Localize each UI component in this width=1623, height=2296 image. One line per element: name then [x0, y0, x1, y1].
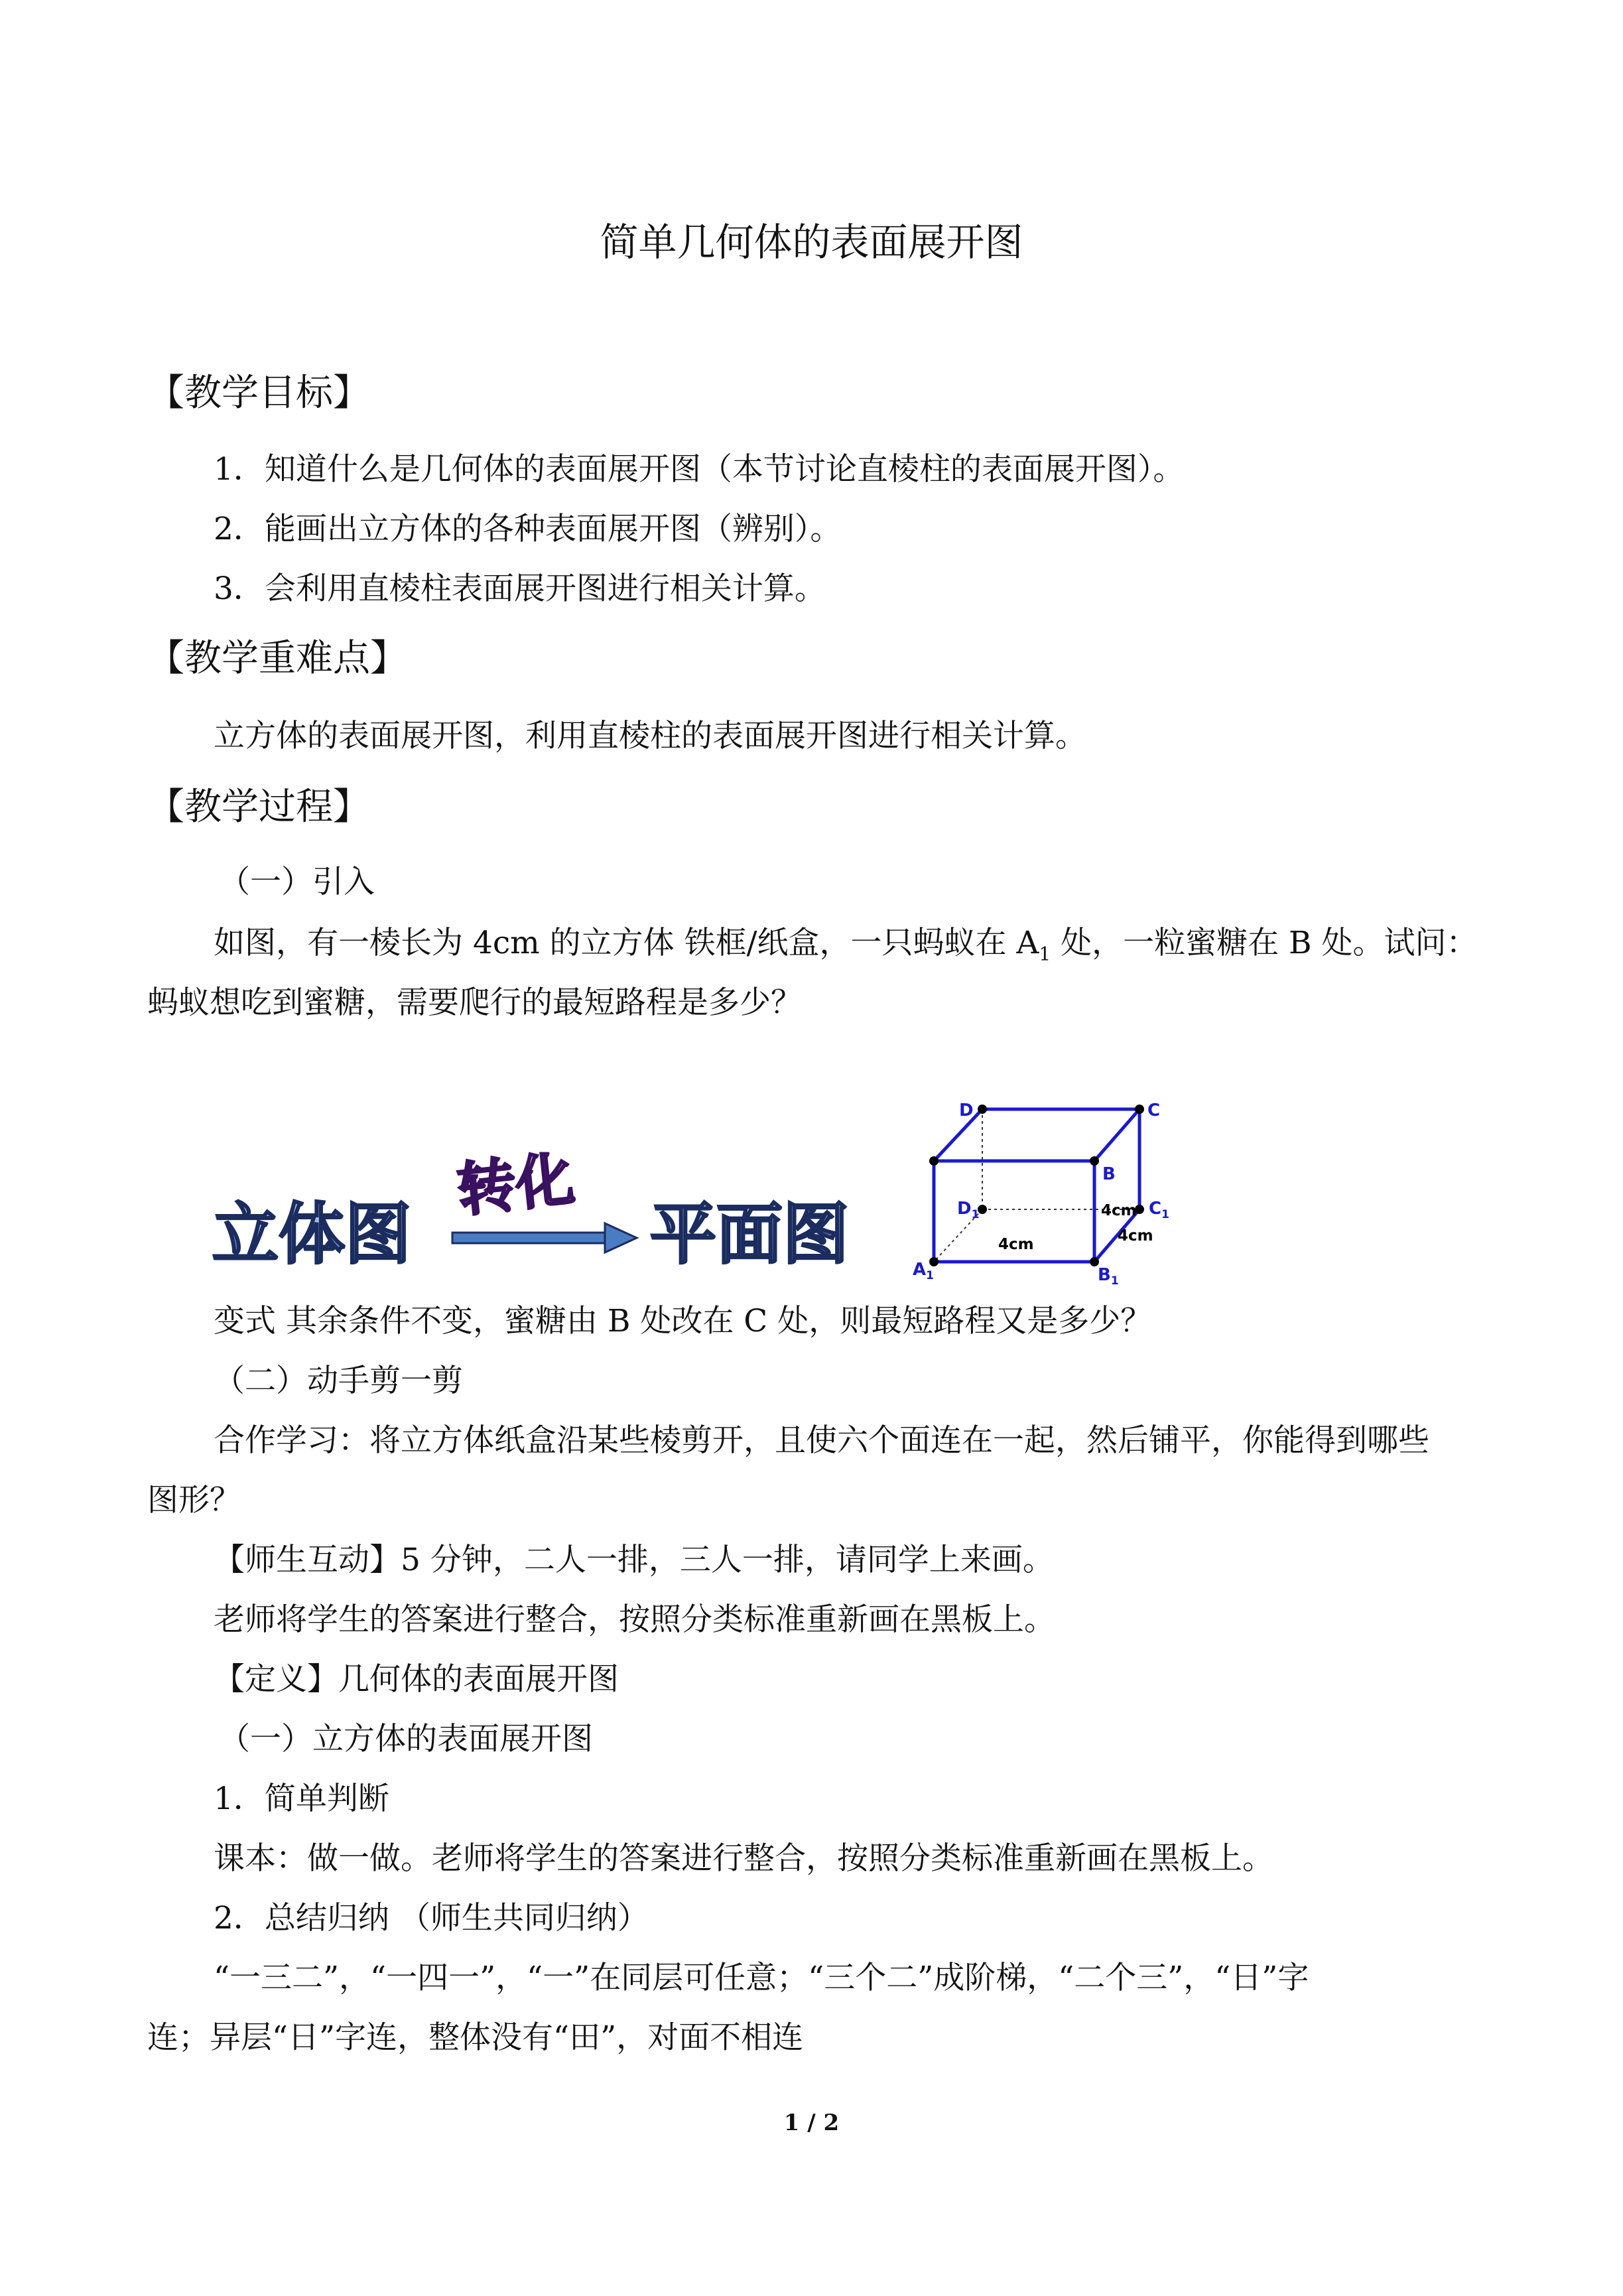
- vertex-label-D1: $D_1$: [957, 1199, 980, 1221]
- vertex-label-B1: $B_1$: [1098, 1265, 1119, 1287]
- coop-line1: 合作学习：将立方体纸盒沿某些棱剪开，且使六个面连在一起，然后铺平，你能得到哪些: [214, 1422, 1429, 1459]
- cube-net-heading: （一）立方体的表面展开图: [219, 1721, 593, 1757]
- vertex-label-C1: $C_1$: [1149, 1199, 1169, 1221]
- intro-question-line1: 如图，有一棱长为 4cm 的立方体 铁框/纸盒，一只蚂蚁在 $A_1$ 处，一粒蜜糖在 B 处。试问：: [214, 925, 1478, 965]
- cube-diagram: [934, 1109, 1139, 1262]
- teacher-text: 老师将学生的答案进行整合，按照分类标准重新画在黑板上。: [214, 1601, 1055, 1638]
- interaction-text: 【师生互动】5 分钟，二人一排，三人一排，请同学上来画。: [214, 1542, 1054, 1578]
- cube-hidden-edges: [934, 1109, 1139, 1262]
- section-heading-goals: 【教学目标】: [147, 371, 370, 415]
- goal-item: 2．能画出立方体的各种表面展开图（辨别）。: [214, 511, 842, 547]
- word-transform: 转化: [454, 1144, 578, 1225]
- intro-question-line2: 蚂蚁想吃到蜜糖，需要爬行的最短路程是多少？: [147, 984, 802, 1021]
- definition-text: 【定义】几何体的表面展开图: [214, 1661, 619, 1698]
- page-number: 1 / 2: [783, 2110, 840, 2136]
- vertex-label-A1: $A_1$: [913, 1260, 934, 1282]
- goal-item: 1．知道什么是几何体的表面展开图（本节讨论直棱柱的表面展开图）。: [214, 451, 1185, 488]
- word-solid-figure: 立体图: [212, 1195, 411, 1273]
- rule-line2: 连；异层“日”字连，整体没有“田”，对面不相连: [147, 2019, 804, 2056]
- goal-item: 3．会利用直棱柱表面展开图进行相关计算。: [214, 571, 826, 607]
- variant-question: 变式 其余条件不变，蜜糖由 B 处改在 C 处，则最短路程又是多少？: [214, 1303, 1152, 1339]
- coop-line2: 图形？: [147, 1482, 241, 1519]
- intro-heading: （一）引入: [219, 864, 375, 900]
- word-plane-figure: 平面图: [650, 1195, 849, 1273]
- judge-heading: 1．简单判断: [214, 1781, 389, 1817]
- arrow-icon: [452, 1223, 637, 1252]
- vertex-label-C: C: [1147, 1101, 1161, 1120]
- vertex-label-D: D: [959, 1101, 974, 1120]
- cube-conversion-figure: [199, 1022, 1234, 1287]
- section-heading-process: 【教学过程】: [147, 785, 370, 829]
- textbook-text: 课本：做一做。老师将学生的答案进行整合，按照分类标准重新画在黑板上。: [214, 1840, 1273, 1877]
- edge-length-horizontal: 4cm: [998, 1236, 1034, 1253]
- summary-heading: 2．总结归纳 （师生共同归纳）: [214, 1900, 649, 1936]
- edge-length-depth: 4cm: [1118, 1227, 1153, 1245]
- edge-length-vertical: 4cm: [1101, 1202, 1137, 1219]
- rule-line1: “一三二”，“一四一”，“一”在同层可任意；“三个二”成阶梯，“二个三”，“日”字: [214, 1960, 1309, 1996]
- section-heading-key: 【教学重难点】: [147, 637, 407, 680]
- cut-heading: （二）动手剪一剪: [214, 1363, 463, 1399]
- vertex-label-B: B: [1102, 1164, 1116, 1184]
- page-title: 简单几何体的表面展开图: [600, 220, 1023, 265]
- key-text: 立方体的表面展开图，利用直棱柱的表面展开图进行相关计算。: [214, 718, 1086, 754]
